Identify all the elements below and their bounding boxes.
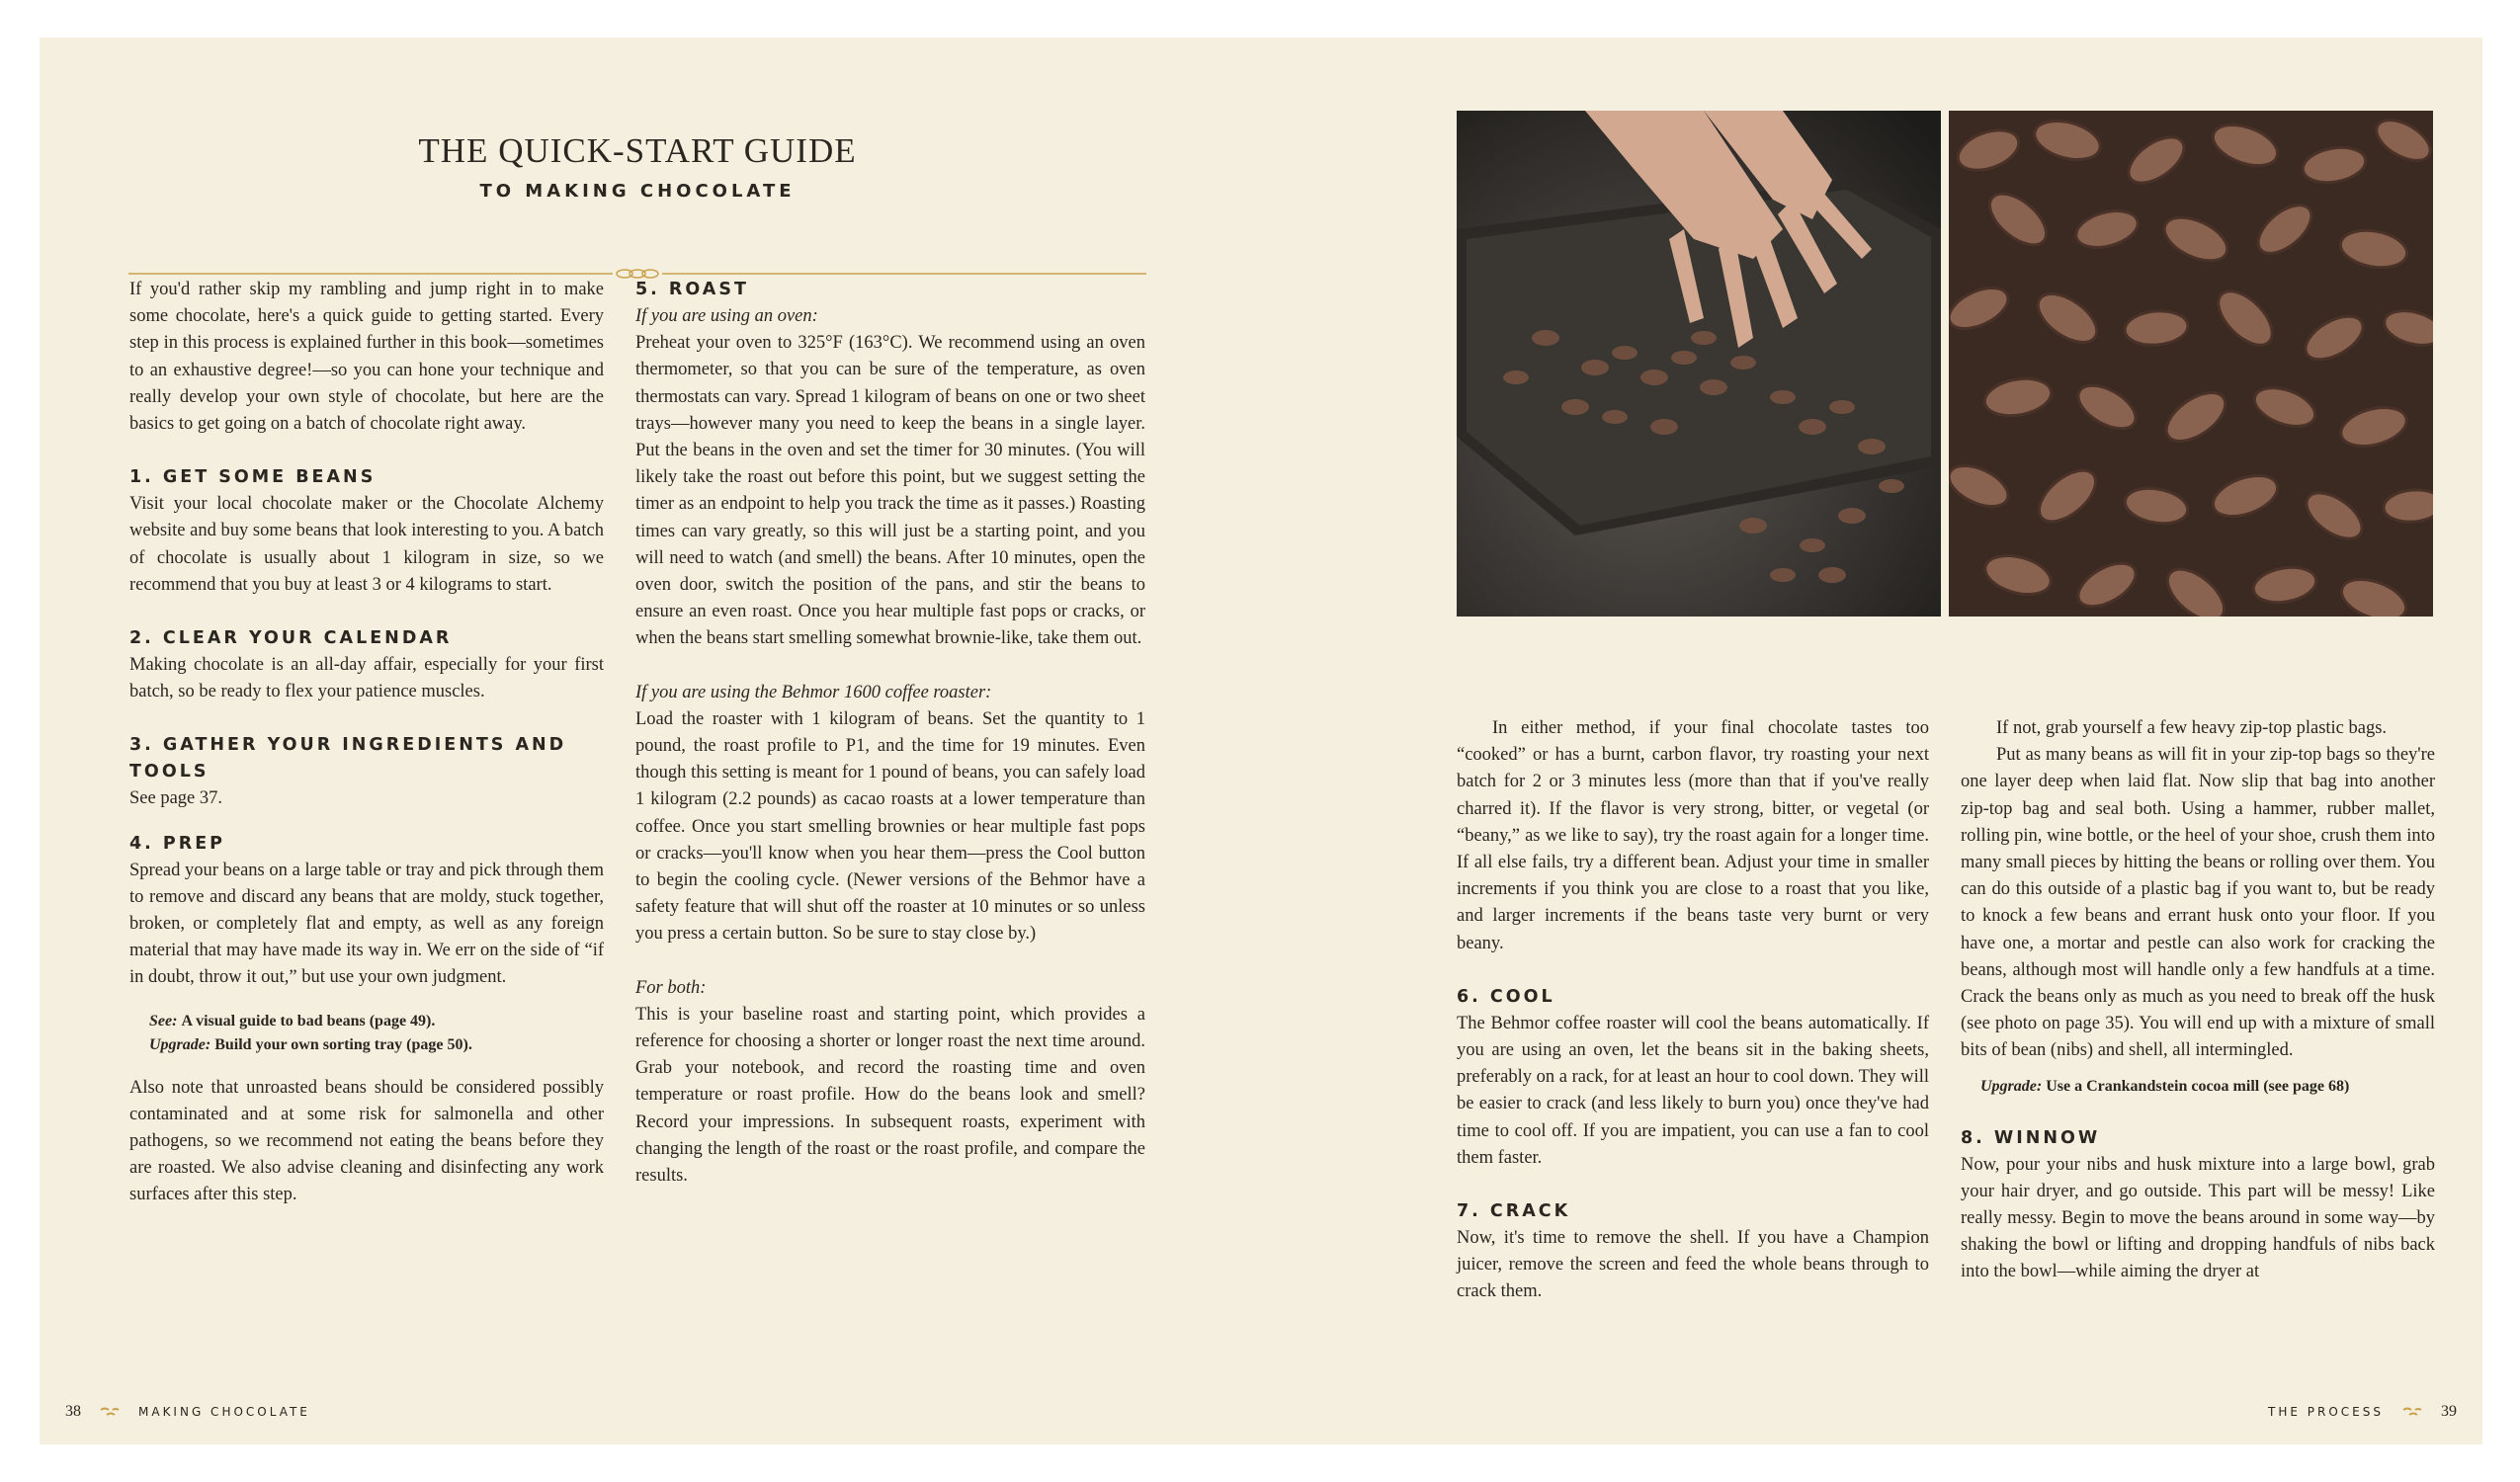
subheading-behmor: If you are using the Behmor 1600 coffee roaster: (635, 682, 992, 702)
folio-ornament-icon (2401, 1406, 2423, 1418)
right-page (1261, 38, 2482, 1444)
right-folio (2268, 1403, 2457, 1421)
left-page (40, 38, 1261, 1444)
page-number: 39 (2441, 1403, 2457, 1420)
subheading-oven: If you are using an oven: (635, 306, 818, 326)
note-upgrade: Upgrade: Build your own sorting tray (page 50). (149, 1035, 472, 1053)
left-column-1 (129, 277, 604, 1209)
photo-roasted-cacao-beans (1949, 111, 2433, 617)
left-folio (65, 1403, 310, 1421)
section-heading-ingredients: 3. GATHER YOUR INGREDIENTS AND TOOLS (129, 735, 567, 782)
section-body-crack: Now, it's time to remove the shell. If you have a Champion juicer, remove the screen and feed the whole beans through to crack them. (1457, 1228, 1929, 1302)
section-body-prep: Spread your beans on a large table or tray and pick through them to remove and discard any beans that are moldy, stuck together, broken, or completely flat and empty, as well as any foreign material that may have made its way in. We err on the side of “if in doubt, throw it out,” but use your own judgment. (129, 860, 604, 988)
section-body-get-beans: Visit your local chocolate maker or the Chocolate Alchemy website and buy some beans that look interesting to you. A batch of chocolate is usually about 1 kilogram in size, so we recommend that you buy at least 3 or 4 kilograms to start. (129, 494, 604, 595)
running-head: THE PROCESS (2268, 1405, 2384, 1419)
right-column-2 (1961, 715, 2435, 1286)
note-upgrade-mill: Upgrade: Use a Crankandstein cocoa mill (see page 68) (1980, 1077, 2350, 1095)
section-heading-prep: 4. PREP (129, 833, 225, 854)
section-body-prep-2: Also note that unroasted beans should be considered possibly contaminated and at some risk for salmonella and other pathogens, so we recommend not eating the beans before they are roasted. We also advise cleaning and disinfecting any work surfaces after this step. (129, 1077, 604, 1205)
intro-paragraph: If you'd rather skip my rambling and jump right in to make some chocolate, here's a quick guide to getting started. Every step in this process is explained further in this book—sometimes to an exhaustive degree!—so you can hone your technique and really develop your own style of chocolate, but here are the basics to get going on a batch of chocolate right away. (129, 280, 604, 435)
section-heading-crack: 7. CRACK (1457, 1201, 1571, 1222)
subheading-both: For both: (635, 977, 707, 998)
section-heading-winnow: 8. WINNOW (1961, 1127, 2101, 1148)
note-see: See: A visual guide to bad beans (page 49). (149, 1012, 436, 1029)
section-body-calendar: Making chocolate is an all-day affair, especially for your first batch, so be ready to flex your patience muscles. (129, 655, 604, 702)
section-heading-roast: 5. ROAST (635, 280, 749, 299)
section-heading-cool: 6. COOL (1457, 986, 1555, 1007)
running-head: MAKING CHOCOLATE (138, 1405, 310, 1419)
zip-bag-paragraph: If not, grab yourself a few heavy zip-top plastic bags. (1996, 718, 2388, 738)
section-body-cool: The Behmor coffee roaster will cool the beans automatically. If you are using an oven, let the beans sit in the baking sheets, preferably on a rack, for at least an hour to cool down. They will be easier to crack (and less likely to burn you) once they've had time to cool off. If you are impatient, you can use a fan to cool them faster. (1457, 1013, 1929, 1168)
section-heading-get-beans: 1. GET SOME BEANS (129, 467, 377, 488)
method-paragraph: In either method, if your final chocolate tastes too “cooked” or has a burnt, carbon flavor, try roasting your next batch for 2 or 3 minutes less (more than that if you've really charred it). If the flavor is very strong, bitter, or vegetal (or “beany,” as we like to say), try the roast again for a longer time. If all else fails, try a different bean. Adjust your time in smaller increments if you think you are close to a roast that you like, and larger increments if the beans taste very burnt or very beany. (1457, 718, 1929, 953)
crush-paragraph: Put as many beans as will fit in your zip-top bags so they're one layer deep when laid flat. Now slip that bag into another zip-top bag and seal both. Using a hammer, rubber mallet, rolling pin, wine bottle, or the heel of your shoe, crush them into many small pieces by hitting the beans or rolling over them. You can do this outside of a plastic bag if you want to, but be ready to knock a few beans and errant husk onto your floor. If you have one, a mortar and pestle can also work for cracking the beans, although most will handle only a few handfuls at a time. Crack the beans only as much as you need to break off the husk (see photo on page 35). You will end up with a mixture of small bits of bean (nibs) and shell, all intermingled. (1961, 745, 2435, 1061)
section-body-ingredients: See page 37. (129, 788, 223, 809)
page-title: THE QUICK-START GUIDE (418, 131, 857, 170)
section-body-winnow: Now, pour your nibs and husk mixture into a large bowl, grab your hair dryer, and go outside. This part will be messy! Like really messy. Begin to move the beans around in some way—by shaking the bowl or lifting and dropping handfuls of nibs back into the bowl—while aiming the dryer at (1961, 1154, 2435, 1282)
roast-oven-body: Preheat your oven to 325°F (163°C). We recommend using an oven thermometer, so that you can be sure of the temperature, as oven thermostats can vary. Spread 1 kilogram of beans on one or two sheet trays—however many you need to keep the beans in a single layer. Put the beans in the oven and set the timer for 30 minutes. (You will likely take the roast out before this point, but we suggest setting the timer as an endpoint to help you track the time as it passes.) Roasting times can vary greatly, so this will just be a starting point, and you will need to watch (and smell) the beans. After 10 minutes, open the oven door, switch the position of the pans, and stir the beans to ensure an even roast. Once you hear multiple fast pops or cracks, or when the beans start smelling somewhat brownie-like, take them out. (635, 333, 1145, 649)
roast-behmor-body: Load the roaster with 1 kilogram of beans. Set the quantity to 1 pound, the roast profile to P1, and the time for 19 minutes. Even though this setting is meant for 1 pound of beans, you can safely load 1 kilogram (2.2 pounds) as cacao roasts at a lower temperature than coffee. Once you start smelling brownies or hear multiple fast pops or cracks—you'll know when you hear them—press the Cool button to begin the cooling cycle. (Newer versions of the Behmor have a safety feature that will shut off the roaster at 10 minutes or so unless you press a certain button. So be sure to stay close by.) (635, 708, 1145, 945)
photo-hands-sorting-beans (1457, 111, 1941, 617)
page-number: 38 (65, 1403, 81, 1420)
folio-ornament-icon (99, 1406, 121, 1418)
page-subtitle: TO MAKING CHOCOLATE (479, 181, 796, 202)
roast-both-body: This is your baseline roast and starting point, which provides a reference for choosing a shorter or longer roast the next time around. Grab your notebook, and record the roasting time and oven temperature or roast profile. How do the beans look and smell? Record your impressions. In subsequent roasts, experiment with changing the length of the roast or the roast profile, and compare the results. (635, 1004, 1145, 1187)
right-column-1 (1457, 715, 1929, 1306)
book-spread (40, 38, 2482, 1444)
left-column-2 (635, 277, 1145, 1190)
section-heading-calendar: 2. CLEAR YOUR CALENDAR (129, 628, 453, 649)
